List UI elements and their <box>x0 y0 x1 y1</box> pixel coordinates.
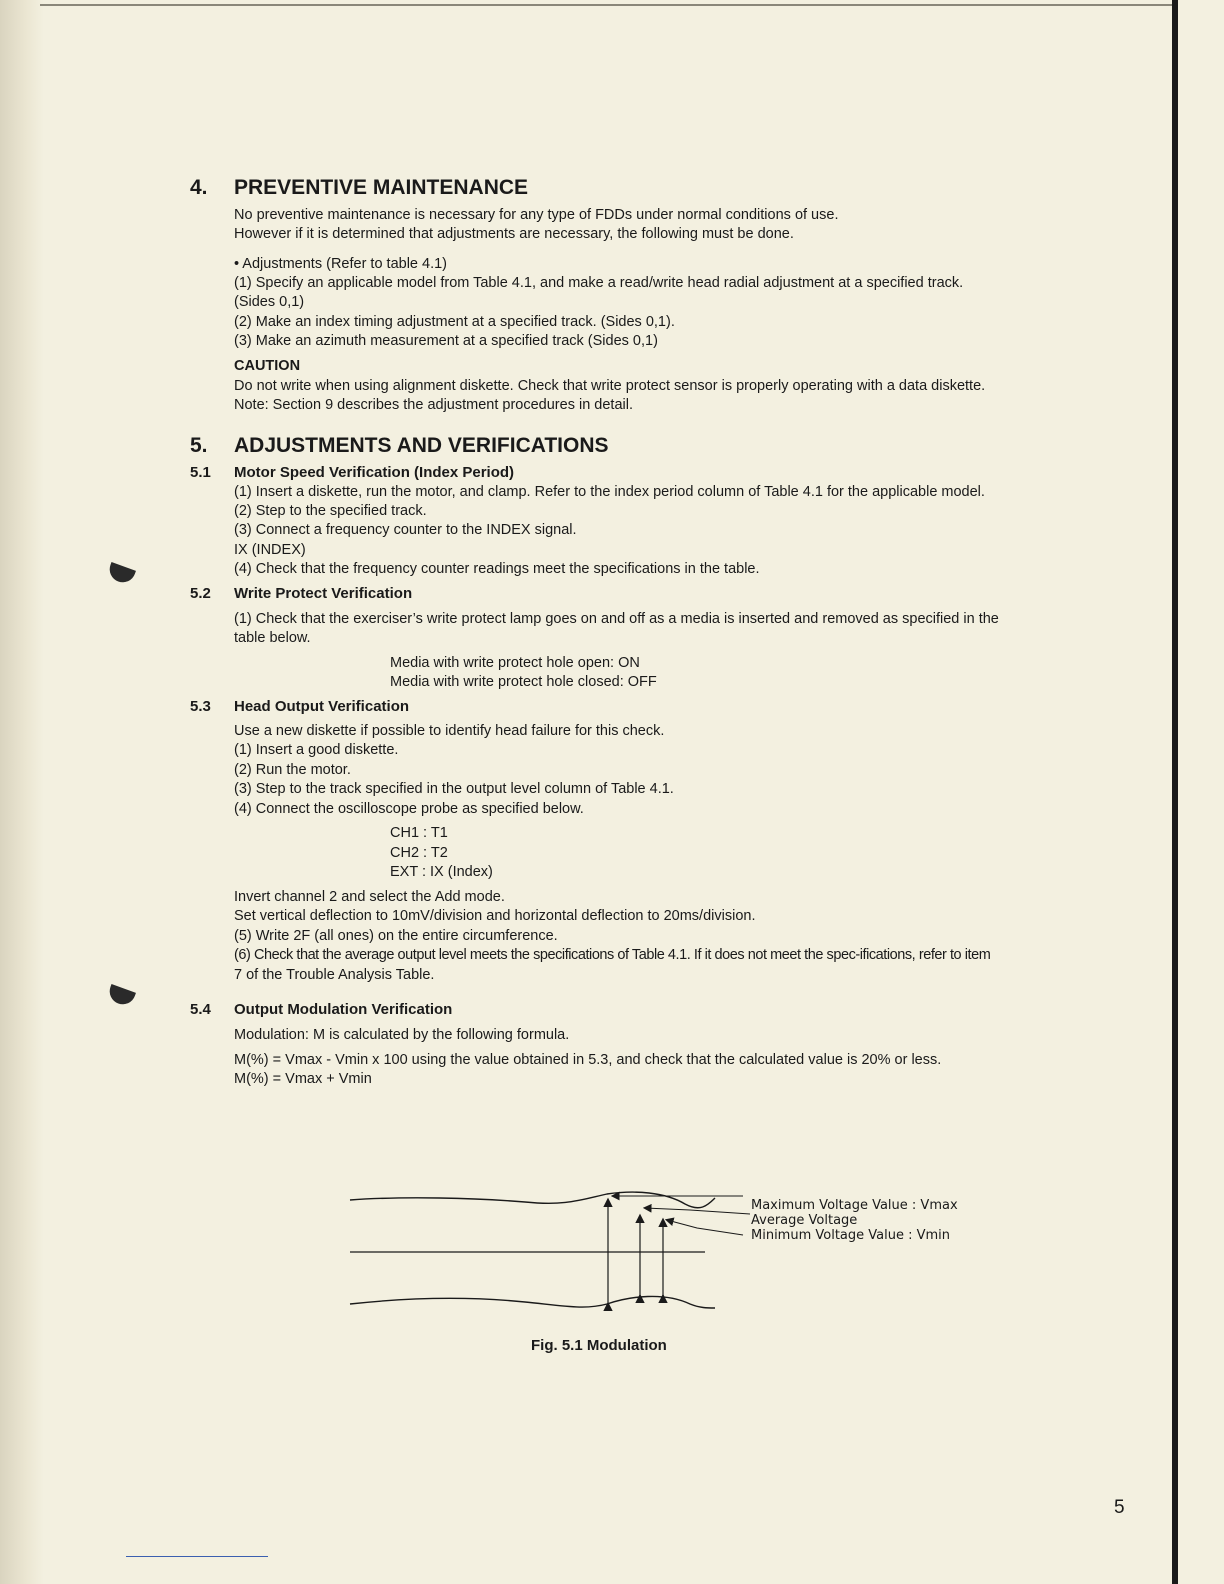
binder-hole-mark <box>106 562 136 586</box>
list-item: 7 of the Trouble Analysis Table. <box>234 967 435 983</box>
list-item: (3) Connect a frequency counter to the INDEX signal. <box>234 522 577 538</box>
list-item: (3) Step to the track specified in the output level column of Table 4.1. <box>234 781 674 797</box>
formula-line: M(%) = Vmax - Vmin x 100 using the value obtained in 5.3, and check that the calculated value is 20% or less. <box>234 1052 942 1068</box>
binder-hole-mark <box>106 984 136 1008</box>
modulation-diagram <box>345 1180 985 1320</box>
page-number: 5 <box>1114 1497 1125 1518</box>
paragraph-line: Modulation: M is calculated by the following formula. <box>234 1027 570 1043</box>
list-item: (1) Specify an applicable model from Table 4.1, and make a read/write head radial adjustment at a specified track. <box>234 275 964 291</box>
caution-text: Do not write when using alignment diskette. Check that write protect sensor is properly operating with a data diskette. <box>234 378 986 394</box>
subsection-title: Head Output Verification <box>234 698 410 715</box>
indented-line: EXT : IX (Index) <box>390 864 493 880</box>
bullet-line: • Adjustments (Refer to table 4.1) <box>234 256 448 272</box>
list-item: (2) Run the motor. <box>234 762 351 778</box>
subsection-number: 5.4 <box>190 1001 211 1018</box>
indented-line: Media with write protect hole open: ON <box>390 655 640 671</box>
page-binding-shadow <box>0 0 44 1584</box>
section-number: 4. <box>190 176 208 199</box>
paragraph-line: Invert channel 2 and select the Add mode. <box>234 889 505 905</box>
list-item: (3) Make an azimuth measurement at a specified track (Sides 0,1) <box>234 333 658 349</box>
leader-min <box>667 1220 743 1235</box>
indented-line: CH2 : T2 <box>390 845 448 861</box>
subsection-number: 5.1 <box>190 464 211 481</box>
section-title: ADJUSTMENTS AND VERIFICATIONS <box>234 434 609 457</box>
subsection-number: 5.2 <box>190 585 211 602</box>
vmax-label: Maximum Voltage Value : Vmax <box>751 1198 958 1213</box>
leader-average <box>645 1208 750 1214</box>
indented-line: Media with write protect hole closed: OFF <box>390 674 657 690</box>
bottom-rule <box>126 1556 268 1557</box>
average-label: Average Voltage <box>751 1213 858 1228</box>
list-item: (2) Make an index timing adjustment at a specified track. (Sides 0,1). <box>234 314 675 330</box>
list-item: (4) Connect the oscilloscope probe as specified below. <box>234 801 584 817</box>
list-item: (1) Insert a good diskette. <box>234 742 399 758</box>
list-item: (5) Write 2F (all ones) on the entire circumference. <box>234 928 558 944</box>
list-item: IX (INDEX) <box>234 542 306 558</box>
caution-label: CAUTION <box>234 358 301 374</box>
paragraph-line: Use a new diskette if possible to identify head failure for this check. <box>234 723 665 739</box>
vmin-label: Minimum Voltage Value : Vmin <box>751 1228 951 1243</box>
min-envelope-line <box>350 1296 715 1308</box>
subsection-title: Motor Speed Verification (Index Period) <box>234 464 515 481</box>
top-rule <box>40 4 1172 6</box>
subsection-title: Write Protect Verification <box>234 585 413 602</box>
list-item: table below. <box>234 630 311 646</box>
paragraph-line: Set vertical deflection to 10mV/division and horizontal deflection to 20ms/division. <box>234 908 756 924</box>
list-item: (1) Check that the exerciser’s write protect lamp goes on and off as a media is inserted and removed as specified in the <box>234 611 999 627</box>
page-edge <box>1172 0 1224 1584</box>
list-item: (6) Check that the average output level meets the specifications of Table 4.1. If it does not meet the spec-ifications, refer to item <box>234 947 991 963</box>
list-item: (2) Step to the specified track. <box>234 503 427 519</box>
list-item: (1) Insert a diskette, run the motor, and clamp. Refer to the index period column of Table 4.1 for the applicable model. <box>234 484 985 500</box>
paragraph-line: No preventive maintenance is necessary for any type of FDDs under normal conditions of use. <box>234 207 839 223</box>
indented-line: CH1 : T1 <box>390 825 448 841</box>
subsection-title: Output Modulation Verification <box>234 1001 453 1018</box>
paragraph-line: However if it is determined that adjustments are necessary, the following must be done. <box>234 226 794 242</box>
note-text: Note: Section 9 describes the adjustment procedures in detail. <box>234 397 633 413</box>
section-title: PREVENTIVE MAINTENANCE <box>234 176 529 199</box>
max-envelope-line <box>350 1192 715 1208</box>
list-item: (4) Check that the frequency counter readings meet the specifications in the table. <box>234 561 760 577</box>
section-number: 5. <box>190 434 208 457</box>
figure-caption: Fig. 5.1 Modulation <box>531 1337 667 1354</box>
formula-line: M(%) = Vmax + Vmin <box>234 1071 372 1087</box>
subsection-number: 5.3 <box>190 698 211 715</box>
list-item: (Sides 0,1) <box>234 294 305 310</box>
